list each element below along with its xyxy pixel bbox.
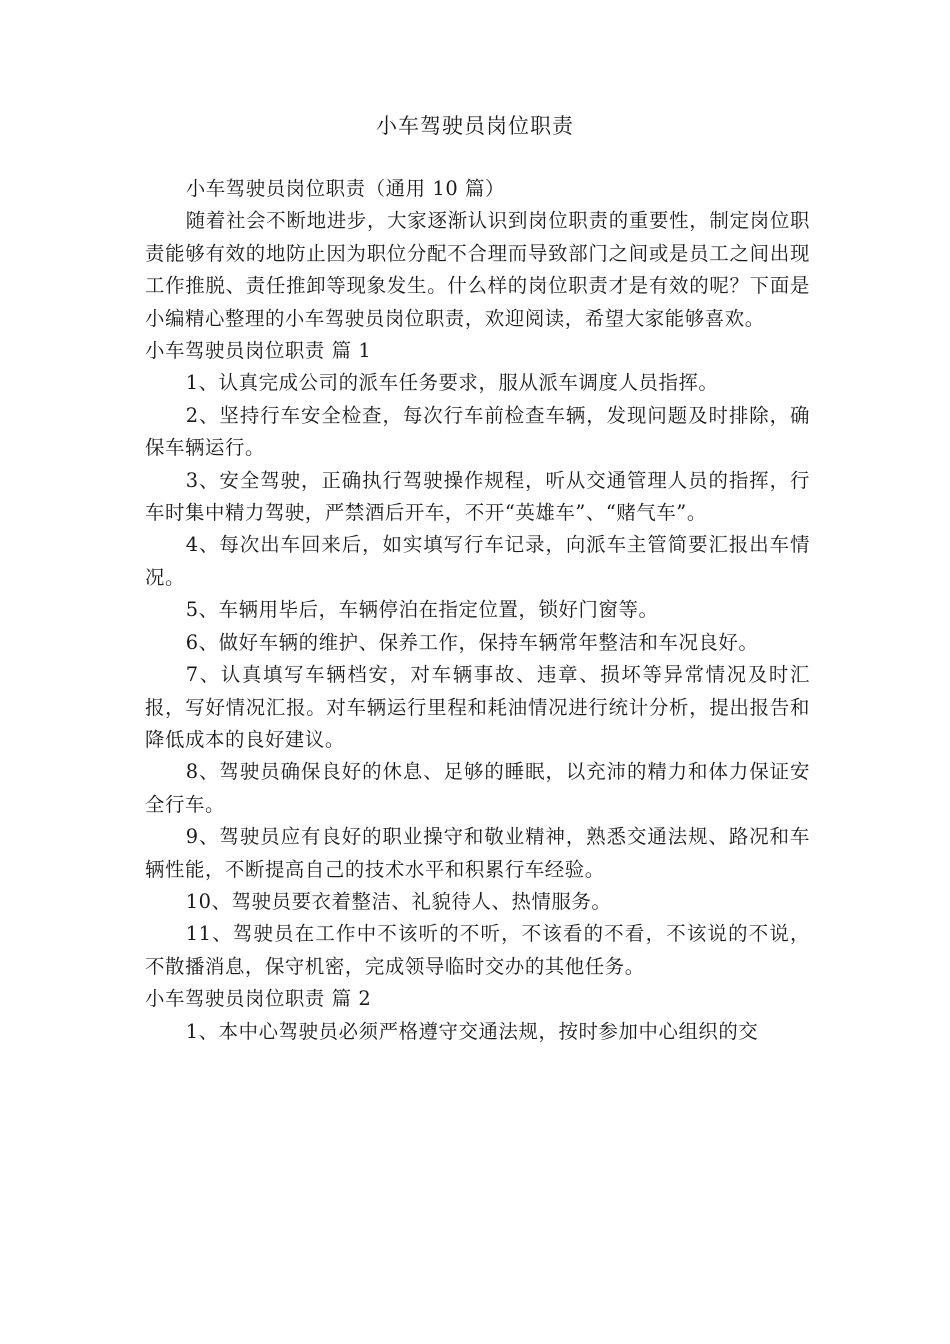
list-item: 8、驾驶员确保良好的休息、足够的睡眠，以充沛的精力和体力保证安全行车。 bbox=[145, 760, 810, 816]
list-item: 9、驾驶员应有良好的职业操守和敬业精神，熟悉交通法规、路况和车辆性能，不断提高自己的技术水平和积累行车经验。 bbox=[145, 825, 810, 881]
list-item: 11、驾驶员在工作中不该听的不听，不该看的不看，不该说的不说，不散播消息，保守机密，完成领导临时交办的其他任务。 bbox=[145, 922, 810, 978]
list-item: 7、认真填写车辆档安，对车辆事故、违章、损坏等异常情况及时汇报，写好情况汇报。对车辆运行里程和耗油情况进行统计分析，提出报告和降低成本的良好建议。 bbox=[145, 663, 810, 751]
list-item: 3、安全驾驶，正确执行驾驶操作规程，听从交通管理人员的指挥，行车时集中精力驾驶，严禁酒后开车，不开“英雄车”、“赌气车”。 bbox=[145, 468, 810, 525]
intro-paragraph: 随着社会不断地进步，大家逐渐认识到岗位职责的重要性，制定岗位职责能够有效的地防止因为职位分配不合理而导致部门之间或是员工之间出现工作推脱、责任推卸等现象发生。什么样的岗位职责才是有效的呢？下面是小编精心整理的小车驾驶员岗位职责，欢迎阅读，希望大家能够喜欢。 bbox=[145, 209, 810, 330]
list-item: 4、每次出车回来后，如实填写行车记录，向派车主管简要汇报出车情况。 bbox=[145, 533, 810, 589]
list-item: 1、认真完成公司的派车任务要求，服从派车调度人员指挥。 bbox=[185, 371, 719, 395]
section-heading-2: 小车驾驶员岗位职责 篇 2 bbox=[145, 987, 372, 1011]
document-body bbox=[145, 173, 810, 1048]
document-title: 小车驾驶员岗位职责 bbox=[376, 114, 574, 138]
list-item: 2、坚持行车安全检查，每次行车前检查车辆，发现问题及时排除，确保车辆运行。 bbox=[145, 403, 810, 460]
list-item: 1、本中心驾驶员必须严格遵守交通法规，按时参加中心组织的交 bbox=[185, 1019, 759, 1043]
list-item: 10、驾驶员要衣着整洁、礼貌待人、热情服务。 bbox=[185, 889, 612, 913]
document-subtitle: 小车驾驶员岗位职责（通用 10 篇） bbox=[185, 177, 506, 200]
section-heading-1: 小车驾驶员岗位职责 篇 1 bbox=[145, 339, 372, 363]
list-item: 5、车辆用毕后，车辆停泊在指定位置，锁好门窗等。 bbox=[185, 598, 659, 622]
list-item: 6、做好车辆的维护、保养工作，保持车辆常年整洁和车况良好。 bbox=[185, 630, 759, 654]
